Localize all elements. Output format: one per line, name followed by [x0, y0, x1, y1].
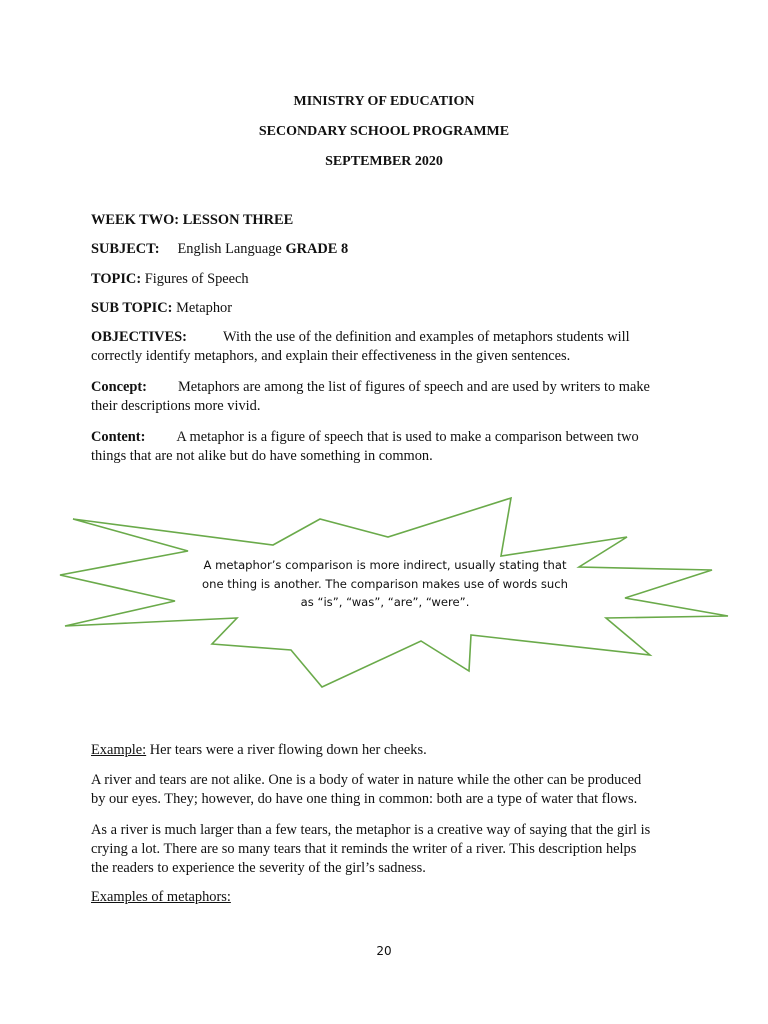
ministry-heading: MINISTRY OF EDUCATION [293, 94, 475, 109]
topic-label: TOPIC: [91, 271, 142, 287]
explanation-paragraph-1 [91, 771, 691, 809]
callout-line-3: as “is”, “was”, “are”, “were”. [300, 595, 470, 609]
programme-heading: SECONDARY SCHOOL PROGRAMME [258, 124, 510, 139]
objectives-line-1 [91, 328, 691, 347]
content-paragraph [91, 428, 691, 466]
explanation-2-line-2: crying a lot. There are so many tears that it reminds the writer of a river. This description helps [91, 841, 637, 857]
subtopic-value: Metaphor [176, 300, 233, 316]
concept-text-1: Metaphors are among the list of figures of speech and are used by writers to make [177, 379, 650, 395]
explanation-2-line-1: As a river is much larger than a few tears, the metaphor is a creative way of saying that the girl is [91, 822, 651, 838]
objectives-label: OBJECTIVES: [91, 329, 187, 345]
callout-line-2: one thing is another. The comparison makes use of words such [202, 576, 568, 591]
examples-heading: Examples of metaphors: [91, 889, 231, 905]
topic-value: Figures of Speech [144, 271, 249, 287]
subject-line [91, 240, 691, 259]
objectives-text-2: correctly identify metaphors, and explain their effectiveness in the given sentences. [91, 348, 571, 364]
content-line-1 [91, 428, 691, 447]
objectives-paragraph [91, 328, 691, 366]
subtopic-line [91, 299, 691, 318]
example-label: Example: [91, 742, 147, 758]
content-label: Content: [91, 429, 146, 445]
subtopic-label: SUB TOPIC: [91, 300, 173, 316]
page-number: 20 [376, 944, 392, 958]
explanation-paragraph-2 [91, 821, 691, 878]
grade-label: GRADE 8 [285, 241, 349, 257]
week-lesson-heading: WEEK TWO: LESSON THREE [91, 212, 294, 228]
explanation-1-line-2: by our eyes. They; however, do have one thing in common: both are a type of water that flows. [91, 791, 638, 807]
concept-text-2: their descriptions more vivid. [91, 398, 261, 414]
example-line [91, 741, 691, 760]
explanation-2-line-3: the readers to experience the severity of the girl’s sadness. [91, 860, 426, 876]
objectives-text-1: With the use of the definition and examples of metaphors students will [222, 329, 630, 345]
concept-label: Concept: [91, 379, 147, 395]
explanation-1-line-1: A river and tears are not alike. One is a body of water in nature while the other can be produced [91, 772, 642, 788]
callout-line-1: A metaphor’s comparison is more indirect, usually stating that [203, 558, 567, 572]
example-sentence: Her tears were a river flowing down her cheeks. [149, 742, 427, 758]
date-heading: SEPTEMBER 2020 [325, 154, 443, 169]
concept-paragraph [91, 378, 691, 416]
content-text-1: A metaphor is a figure of speech that is used to make a comparison between two [176, 429, 639, 445]
content-text-2: things that are not alike but do have something in common. [91, 448, 433, 464]
callout-text [200, 556, 570, 612]
subject-value: English Language [177, 241, 282, 257]
concept-line-1 [91, 378, 691, 397]
subject-label: SUBJECT: [91, 241, 160, 257]
topic-line [91, 270, 691, 289]
